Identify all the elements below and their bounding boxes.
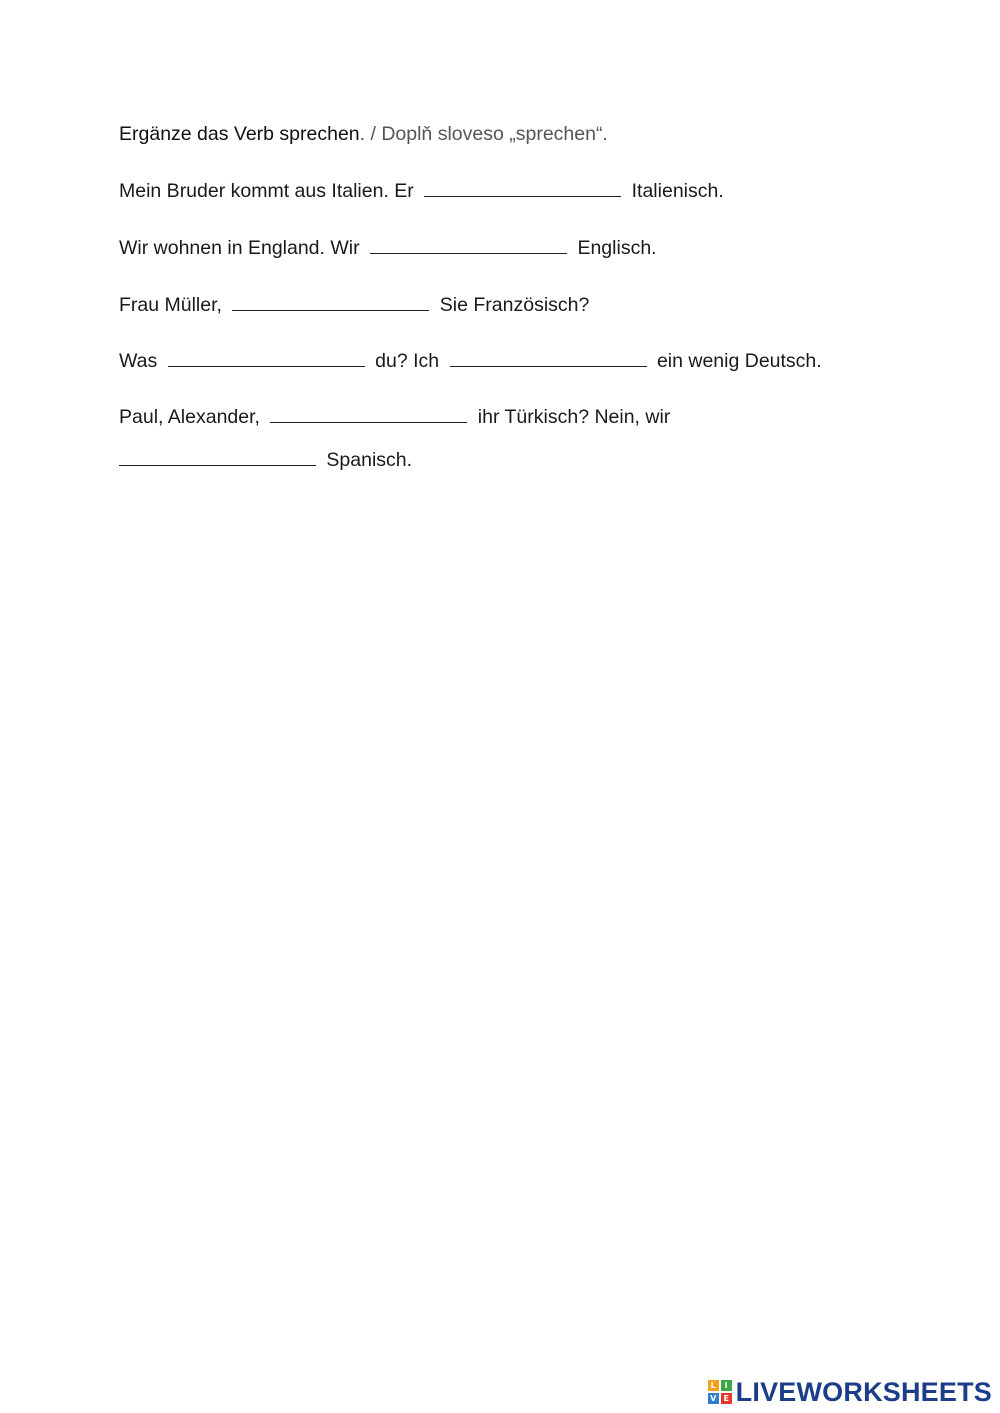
instruction-separator: . / — [359, 123, 382, 145]
exercise-2 — [119, 235, 657, 260]
exercise-1 — [119, 178, 724, 203]
exercise-5-continued — [119, 447, 412, 472]
exercise-5-answer-blank-2[interactable] — [119, 447, 316, 466]
exercise-2-text-before: Wir wohnen in England. Wir — [119, 237, 360, 259]
exercise-3-text-before: Frau Müller, — [119, 294, 222, 316]
instruction-line — [119, 122, 608, 146]
exercise-2-text-after: Englisch. — [577, 237, 657, 259]
exercise-5-text-before: Paul, Alexander, — [119, 406, 260, 428]
exercise-4-text-after: ein wenig Deutsch. — [656, 350, 822, 372]
liveworksheets-logo — [708, 1377, 992, 1407]
exercise-5 — [119, 404, 670, 429]
brand-name: LIVEWORKSHEETS — [735, 1376, 992, 1407]
logo-letter-i: I — [721, 1380, 732, 1391]
exercise-5-text-after: ihr Türkisch? Nein, wir — [477, 406, 671, 428]
exercise-4-answer-blank-2[interactable] — [450, 348, 647, 367]
live-logo-icon — [708, 1380, 732, 1404]
logo-letter-l: L — [708, 1380, 719, 1391]
logo-letter-v: V — [708, 1393, 719, 1404]
exercise-4-text-middle: du? Ich — [375, 350, 440, 372]
exercise-4-text-before: Was — [119, 350, 158, 372]
exercise-1-answer-blank[interactable] — [424, 178, 621, 197]
exercise-4 — [119, 348, 822, 373]
exercise-3-answer-blank[interactable] — [232, 292, 429, 311]
exercise-3 — [119, 292, 589, 317]
exercise-5-continued-text: Spanisch. — [326, 449, 413, 471]
exercise-1-text-after: Italienisch. — [631, 180, 724, 202]
exercise-1-text-before: Mein Bruder kommt aus Italien. Er — [119, 180, 414, 202]
instruction-czech: Doplň sloveso „sprechen“. — [381, 123, 608, 145]
exercise-4-answer-blank-1[interactable] — [168, 348, 365, 367]
logo-letter-e: E — [721, 1393, 732, 1404]
exercise-3-text-after: Sie Französisch? — [439, 294, 590, 316]
exercise-2-answer-blank[interactable] — [370, 235, 567, 254]
instruction-german: Ergänze das Verb sprechen — [119, 123, 360, 145]
exercise-5-answer-blank-1[interactable] — [270, 404, 467, 423]
